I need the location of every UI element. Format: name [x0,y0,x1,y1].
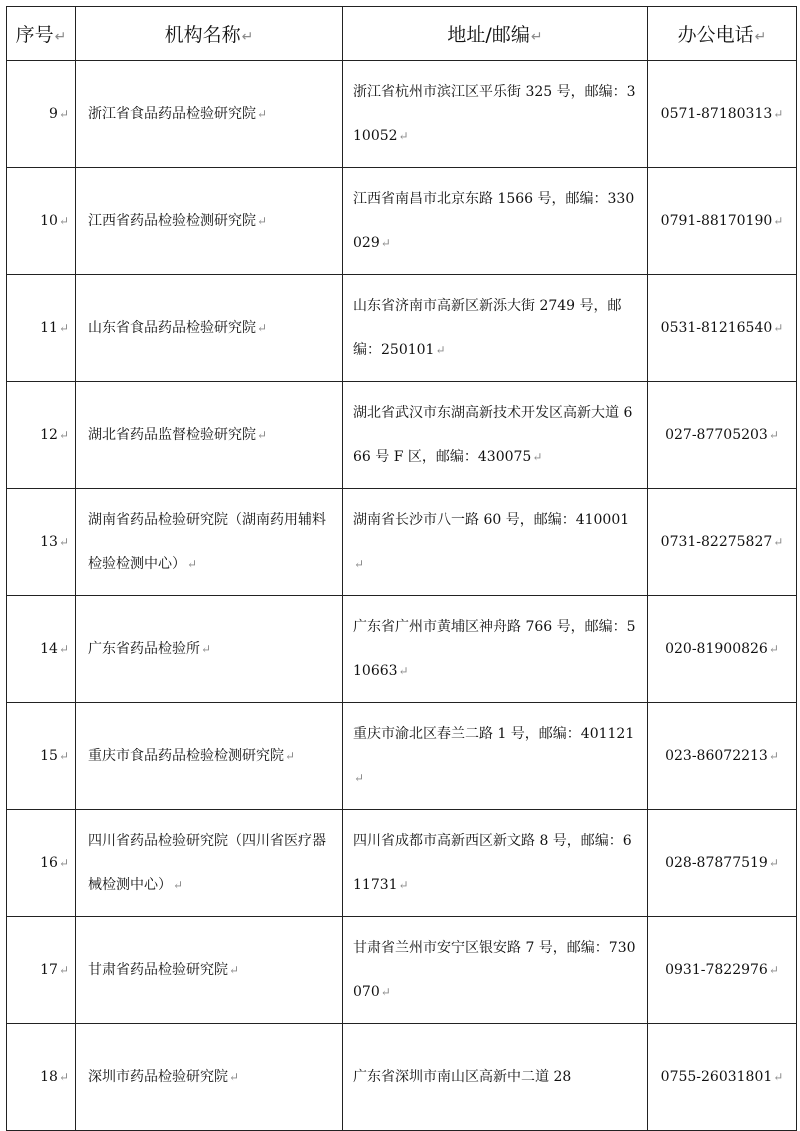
phone-cell [648,382,797,489]
institution-name-cell [76,1024,343,1131]
return-mark: ↵ [354,771,365,785]
return-mark: ↵ [773,1070,784,1084]
header-num-label: 序号 [15,24,54,46]
return-mark: ↵ [435,343,446,357]
table-row [7,810,797,917]
return-mark: ↵ [768,856,779,870]
row-num: 12 [40,427,58,443]
return-mark: ↵ [285,749,296,763]
return-mark: ↵ [58,856,69,870]
address-cell [343,382,648,489]
return-mark: ↵ [773,107,784,121]
address-cell [343,168,648,275]
return-mark: ↵ [257,214,268,228]
address: 广东省广州市黄埔区神舟路 766 号，邮编：510663 [353,619,636,679]
return-mark: ↵ [58,428,69,442]
return-mark: ↵ [58,535,69,549]
row-num: 11 [40,320,58,336]
institution-name-cell [76,596,343,703]
institution-name: 山东省食品药品检验研究院 [88,320,256,336]
header-row [7,7,797,61]
row-num-cell [7,382,76,489]
phone-cell [648,703,797,810]
institution-name-cell [76,917,343,1024]
row-num-cell [7,61,76,168]
header-name [76,7,343,61]
address: 甘肃省兰州市安宁区银安路 7 号，邮编：730070 [353,940,636,1000]
header-phone-label: 办公电话 [677,24,754,46]
row-num: 10 [40,213,58,229]
return-mark: ↵ [380,985,391,999]
address: 江西省南昌市北京东路 1566 号，邮编：330029 [353,191,635,251]
institution-name: 江西省药品检验检测研究院 [88,213,256,229]
address-cell [343,275,648,382]
institution-name-cell [76,703,343,810]
row-num: 15 [40,748,58,764]
return-mark: ↵ [530,29,543,45]
address-cell [343,917,648,1024]
address: 湖北省武汉市东湖高新技术开发区高新大道 666 号 F 区，邮编：430075 [353,405,633,465]
return-mark: ↵ [229,963,240,977]
return-mark: ↵ [768,963,779,977]
phone-cell [648,275,797,382]
address-cell [343,1024,648,1131]
return-mark: ↵ [773,214,784,228]
address: 广东省深圳市南山区高新中二道 28 [353,1069,572,1085]
row-num-cell [7,489,76,596]
table-row [7,917,797,1024]
row-num-cell [7,810,76,917]
institution-name: 深圳市药品检验研究院 [88,1069,228,1085]
phone: 027-87705203 [665,427,768,443]
return-mark: ↵ [354,557,365,571]
institution-name: 四川省药品检验研究院（四川省医疗器械检测中心） [88,833,326,893]
return-mark: ↵ [768,642,779,656]
address: 湖南省长沙市八一路 60 号，邮编：410001 [353,512,630,528]
return-mark: ↵ [241,29,254,45]
return-mark: ↵ [768,428,779,442]
table-row [7,168,797,275]
return-mark: ↵ [58,963,69,977]
phone: 0531-81216540 [660,320,773,336]
row-num: 14 [40,641,58,657]
return-mark: ↵ [398,129,409,143]
table-row [7,382,797,489]
address: 四川省成都市高新西区新文路 8 号，邮编：611731 [353,833,632,893]
header-addr [343,7,648,61]
institution-name-cell [76,489,343,596]
phone-cell [648,168,797,275]
institution-name: 重庆市食品药品检验检测研究院 [88,748,284,764]
return-mark: ↵ [58,642,69,656]
return-mark: ↵ [187,557,198,571]
institution-name: 湖南省药品检验研究院（湖南药用辅料检验检测中心） [88,512,326,572]
row-num: 13 [40,534,58,550]
return-mark: ↵ [58,107,69,121]
row-num: 16 [40,855,58,871]
table-row [7,275,797,382]
phone-cell [648,489,797,596]
return-mark: ↵ [398,878,409,892]
address-cell [343,596,648,703]
phone: 028-87877519 [665,855,768,871]
phone-cell [648,1024,797,1131]
row-num-cell [7,1024,76,1131]
row-num-cell [7,168,76,275]
address: 山东省济南市高新区新泺大街 2749 号，邮编：250101 [353,298,622,358]
return-mark: ↵ [768,749,779,763]
row-num: 17 [40,962,58,978]
return-mark: ↵ [257,428,268,442]
institution-name-cell [76,382,343,489]
header-num [7,7,76,61]
return-mark: ↵ [201,642,212,656]
phone-cell [648,917,797,1024]
institution-name-cell [76,61,343,168]
phone: 0571-87180313 [660,106,773,122]
row-num-cell [7,596,76,703]
phone: 0755-26031801 [660,1069,773,1085]
return-mark: ↵ [58,1070,69,1084]
phone-cell [648,810,797,917]
phone: 020-81900826 [665,641,768,657]
phone-cell [648,61,797,168]
phone: 023-86072213 [665,748,768,764]
institution-name-cell [76,810,343,917]
return-mark: ↵ [173,878,184,892]
header-name-label: 机构名称 [164,24,241,46]
institution-name: 甘肃省药品检验研究院 [88,962,228,978]
return-mark: ↵ [257,107,268,121]
table-row [7,703,797,810]
address-cell [343,489,648,596]
row-num-cell [7,917,76,1024]
institution-name-cell [76,168,343,275]
institution-name: 浙江省食品药品检验研究院 [88,106,256,122]
institution-name: 湖北省药品监督检验研究院 [88,427,256,443]
return-mark: ↵ [773,535,784,549]
institution-name-cell [76,275,343,382]
address-cell [343,810,648,917]
row-num: 9 [49,106,58,122]
return-mark: ↵ [257,321,268,335]
address-cell [343,61,648,168]
institution-name: 广东省药品检验所 [88,641,200,657]
table-row [7,1024,797,1131]
row-num-cell [7,275,76,382]
address: 浙江省杭州市滨江区平乐街 325 号，邮编：310052 [353,84,636,144]
return-mark: ↵ [58,214,69,228]
return-mark: ↵ [754,29,767,45]
table-row [7,596,797,703]
return-mark: ↵ [380,236,391,250]
institution-table [6,6,797,1131]
row-num: 18 [40,1069,58,1085]
return-mark: ↵ [229,1070,240,1084]
address: 重庆市渝北区春兰二路 1 号，邮编：401121 [353,726,635,742]
return-mark: ↵ [398,664,409,678]
phone: 0791-88170190 [660,213,773,229]
return-mark: ↵ [58,321,69,335]
table-row [7,61,797,168]
header-addr-label: 地址/邮编 [447,24,530,46]
return-mark: ↵ [532,450,543,464]
header-phone [648,7,797,61]
return-mark: ↵ [58,749,69,763]
return-mark: ↵ [773,321,784,335]
row-num-cell [7,703,76,810]
table-row [7,489,797,596]
phone: 0731-82275827 [660,534,773,550]
return-mark: ↵ [54,29,67,45]
phone-cell [648,596,797,703]
phone: 0931-7822976 [665,962,768,978]
address-cell [343,703,648,810]
